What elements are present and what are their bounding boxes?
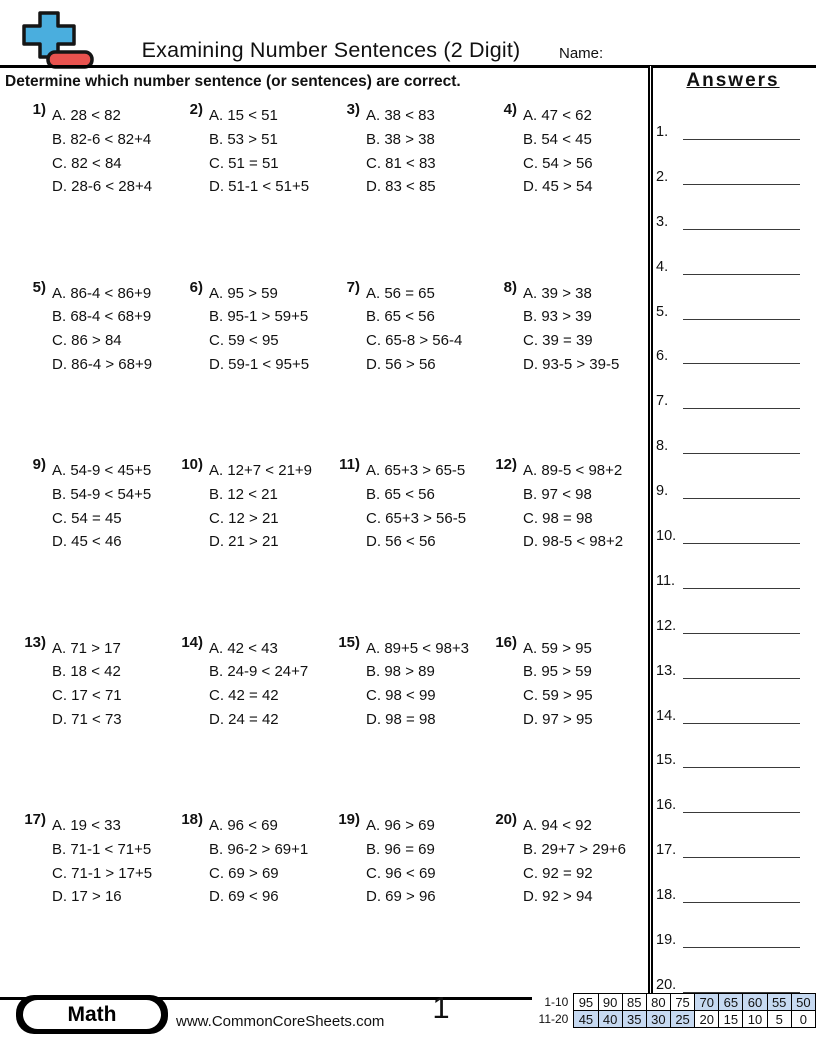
subject-badge [16, 995, 168, 1034]
score-range-label: 1-10 [544, 995, 569, 1009]
option: B. 71-1 < 71+5 [52, 840, 152, 858]
option: B. 65 < 56 [366, 485, 435, 503]
answer-item-19 [656, 929, 810, 948]
answers-panel [656, 70, 810, 1019]
option-list [52, 637, 122, 732]
answer-number: 11. [656, 572, 676, 589]
option: B. 95-1 > 59+5 [209, 308, 309, 326]
score-cell: 60 [743, 994, 767, 1011]
problem-13 [20, 633, 177, 815]
answer-list [656, 92, 810, 993]
answer-item-13 [656, 660, 810, 679]
problem-number: 11) [339, 456, 360, 473]
score-cell: 80 [646, 994, 670, 1011]
answer-number: 9. [656, 483, 669, 500]
option-list [209, 459, 312, 554]
score-cell: 0 [791, 1011, 815, 1028]
option: D. 21 > 21 [209, 533, 279, 551]
answers-title: Answers [686, 70, 780, 91]
answer-number: 1. [656, 124, 669, 140]
option: A. 89+5 < 98+3 [366, 639, 470, 657]
problem-2 [177, 101, 334, 282]
answer-item-8 [656, 435, 810, 454]
score-cell: 40 [598, 1011, 622, 1028]
problem-16 [491, 633, 648, 815]
option: B. 54 < 45 [523, 130, 592, 148]
option-list [209, 637, 308, 732]
option: D. 45 < 46 [52, 533, 122, 551]
answer-number: 3. [656, 213, 669, 230]
option: D. 92 > 94 [523, 888, 593, 906]
option: D. 71 < 73 [52, 710, 122, 728]
answer-item-12 [656, 615, 810, 634]
answer-item-15 [656, 749, 810, 768]
problem-12 [491, 456, 648, 637]
option: D. 56 < 56 [366, 533, 436, 551]
option: A. 59 > 95 [523, 639, 592, 657]
option-list [52, 104, 152, 199]
option: C. 98 < 99 [366, 687, 436, 705]
problem-number: 20) [495, 811, 517, 828]
answer-blank[interactable] [683, 885, 800, 903]
option: A. 12+7 < 21+9 [209, 462, 313, 479]
score-cell: 25 [670, 1011, 694, 1028]
problem-number: 3) [346, 101, 360, 118]
answer-blank[interactable] [683, 571, 800, 589]
answer-blank[interactable] [683, 526, 800, 544]
problem-6 [177, 278, 334, 460]
option: C. 81 < 83 [366, 154, 436, 172]
problem-18 [177, 811, 334, 992]
option-list [523, 459, 623, 554]
option: B. 29+7 > 29+6 [523, 840, 627, 858]
option: D. 98-5 < 98+2 [523, 533, 624, 551]
answer-blank[interactable] [683, 795, 800, 813]
score-cell: 50 [791, 994, 815, 1011]
option: D. 97 > 95 [523, 710, 593, 728]
option: C. 42 = 42 [209, 687, 279, 705]
option: B. 82-6 < 82+4 [52, 130, 152, 148]
option: D. 17 > 16 [52, 888, 122, 906]
answer-number: 15. [656, 752, 677, 769]
option: C. 12 > 21 [209, 509, 279, 527]
score-range-label: 11-20 [538, 1012, 569, 1026]
problem-number: 6) [189, 278, 203, 296]
problem-number: 12) [495, 456, 517, 473]
answer-item-4 [656, 256, 810, 275]
name-label: Name: [559, 45, 604, 62]
problem-number: 16) [495, 633, 517, 651]
score-cell: 55 [767, 994, 791, 1011]
option: A. 15 < 51 [209, 107, 278, 124]
score-cell: 15 [719, 1011, 743, 1028]
score-cell: 90 [598, 994, 622, 1011]
answer-blank[interactable] [683, 661, 800, 679]
score-cell: 30 [646, 1011, 670, 1028]
option: A. 39 > 38 [523, 284, 592, 302]
score-cell: 20 [695, 1011, 719, 1028]
problems-grid [20, 101, 648, 992]
problem-number: 15) [338, 633, 360, 651]
answer-item-6 [656, 345, 810, 364]
page-number: 1 [432, 990, 450, 1025]
option: A. 95 > 59 [209, 284, 278, 302]
header-divider [0, 65, 816, 68]
option: B. 95 > 59 [523, 663, 592, 681]
website-url: www.CommonCoreSheets.com [176, 1013, 385, 1030]
answer-item-16 [656, 794, 810, 813]
answer-item-14 [656, 705, 810, 724]
score-cell: 45 [574, 1011, 598, 1028]
answer-number: 17. [656, 842, 677, 859]
answer-blank[interactable] [683, 750, 800, 768]
option: C. 96 < 69 [366, 864, 436, 882]
option: D. 83 < 85 [366, 178, 436, 196]
score-cell: 70 [695, 994, 719, 1011]
answer-blank[interactable] [683, 167, 800, 185]
score-cell: 10 [743, 1011, 767, 1028]
answer-blank[interactable] [683, 257, 800, 275]
answer-number: 5. [656, 303, 669, 320]
option-list [366, 637, 469, 732]
problem-15 [334, 633, 491, 815]
option-list [52, 282, 152, 377]
answer-item-2 [656, 166, 810, 185]
option-list [209, 282, 309, 377]
option: A. 19 < 33 [52, 817, 121, 834]
answer-number: 14. [656, 707, 677, 724]
option: B. 93 > 39 [523, 308, 592, 326]
option: A. 38 < 83 [366, 107, 435, 124]
problem-8 [491, 278, 648, 460]
option: B. 12 < 21 [209, 485, 278, 503]
option: A. 86-4 < 86+9 [52, 284, 152, 302]
option: A. 56 = 65 [366, 284, 435, 302]
problem-number: 17) [24, 811, 46, 828]
option: C. 82 < 84 [52, 154, 122, 172]
option-list [366, 104, 436, 199]
problem-11 [334, 456, 491, 637]
option: A. 47 < 62 [523, 107, 592, 124]
answer-number: 18. [656, 887, 677, 904]
score-cell: 95 [574, 994, 598, 1011]
option: D. 69 < 96 [209, 888, 279, 906]
option: B. 54-9 < 54+5 [52, 485, 152, 503]
answer-blank[interactable] [683, 930, 800, 948]
option: B. 96 = 69 [366, 840, 435, 858]
option: D. 28-6 < 28+4 [52, 178, 153, 196]
option: C. 65-8 > 56-4 [366, 332, 463, 350]
answer-number: 2. [656, 168, 669, 185]
score-cell: 35 [622, 1011, 646, 1028]
answer-item-17 [656, 839, 810, 858]
option: D. 56 > 56 [366, 355, 436, 373]
answer-blank[interactable] [683, 212, 800, 230]
problem-number: 8) [503, 278, 517, 296]
problem-number: 4) [503, 101, 517, 118]
answer-number: 16. [656, 797, 677, 814]
score-cell: 5 [767, 1011, 791, 1028]
answer-number: 10. [656, 528, 677, 545]
problem-9 [20, 456, 177, 637]
answer-item-18 [656, 884, 810, 903]
answer-item-5 [656, 301, 810, 320]
option-list [209, 814, 308, 909]
page-title: Examining Number Sentences (2 Digit) [141, 38, 521, 62]
option: A. 94 < 92 [523, 817, 592, 834]
answer-blank[interactable] [683, 391, 800, 409]
answer-blank[interactable] [683, 302, 800, 320]
problem-number: 18) [181, 811, 203, 828]
answer-item-7 [656, 390, 810, 409]
subject-badge-label: Math [23, 1000, 161, 1029]
problem-number: 1) [32, 101, 46, 118]
option: C. 17 < 71 [52, 687, 122, 705]
option: B. 65 < 56 [366, 308, 435, 326]
problem-17 [20, 811, 177, 992]
option: B. 98 > 89 [366, 663, 435, 681]
option: B. 97 < 98 [523, 485, 592, 503]
option: D. 24 = 42 [209, 710, 279, 728]
answer-item-20 [656, 974, 810, 993]
option: C. 86 > 84 [52, 332, 122, 350]
score-cell: 85 [622, 994, 646, 1011]
option: C. 54 > 56 [523, 154, 593, 172]
problem-number: 9) [32, 456, 46, 473]
answer-item-10 [656, 525, 810, 544]
option-list [523, 814, 626, 909]
option-list [52, 459, 151, 554]
problem-14 [177, 633, 334, 815]
problem-1 [20, 101, 177, 282]
option: A. 65+3 > 65-5 [366, 462, 466, 479]
option: D. 51-1 < 51+5 [209, 178, 310, 196]
score-table [534, 993, 816, 1028]
option-list [366, 814, 436, 909]
answer-blank[interactable] [683, 706, 800, 724]
problem-number: 10) [181, 456, 203, 473]
option: C. 98 = 98 [523, 509, 593, 527]
option-list [366, 282, 462, 377]
option-list [523, 104, 593, 199]
option-list [523, 282, 619, 377]
answer-blank[interactable] [683, 346, 800, 364]
problem-number: 5) [32, 278, 46, 296]
answer-item-3 [656, 211, 810, 230]
problem-20 [491, 811, 648, 992]
answer-blank[interactable] [683, 840, 800, 858]
answer-number: 4. [656, 258, 669, 275]
answer-blank[interactable] [683, 481, 800, 499]
answer-number: 20. [656, 976, 677, 993]
option: C. 54 = 45 [52, 509, 122, 527]
option: C. 69 > 69 [209, 864, 279, 882]
option: C. 71-1 > 17+5 [52, 864, 153, 882]
option: B. 96-2 > 69+1 [209, 840, 309, 858]
option: A. 28 < 82 [52, 107, 121, 124]
option: D. 93-5 > 39-5 [523, 355, 620, 373]
answer-number: 19. [656, 932, 677, 949]
option: B. 18 < 42 [52, 663, 121, 681]
option: B. 53 > 51 [209, 130, 278, 148]
answer-blank[interactable] [683, 975, 800, 993]
option: A. 96 < 69 [209, 817, 278, 834]
option: B. 68-4 < 68+9 [52, 308, 152, 326]
answer-item-11 [656, 570, 810, 589]
option: A. 54-9 < 45+5 [52, 462, 152, 479]
option: D. 59-1 < 95+5 [209, 355, 310, 373]
option-list [523, 637, 593, 732]
answer-number: 13. [656, 662, 677, 679]
answer-number: 7. [656, 393, 669, 410]
answer-item-1 [656, 121, 810, 140]
answer-number: 8. [656, 438, 669, 455]
option-list [366, 459, 466, 554]
problem-number: 7) [346, 278, 360, 296]
option: B. 38 > 38 [366, 130, 435, 148]
problem-number: 2) [189, 101, 203, 118]
option: B. 24-9 < 24+7 [209, 663, 309, 681]
option: C. 65+3 > 56-5 [366, 509, 467, 527]
option: C. 39 = 39 [523, 332, 593, 350]
option: C. 59 < 95 [209, 332, 279, 350]
problem-10 [177, 456, 334, 637]
option: C. 59 > 95 [523, 687, 593, 705]
answers-divider [648, 66, 653, 994]
problem-4 [491, 101, 648, 282]
option: A. 96 > 69 [366, 817, 435, 834]
option-list [209, 104, 309, 199]
option: C. 92 = 92 [523, 864, 593, 882]
option: D. 98 = 98 [366, 710, 436, 728]
answer-blank[interactable] [683, 616, 800, 634]
option: D. 86-4 > 68+9 [52, 355, 153, 373]
score-cell: 65 [719, 994, 743, 1011]
instruction-text: Determine which number sentence (or sentences) are correct. [5, 73, 461, 90]
answer-item-9 [656, 480, 810, 499]
score-cell: 75 [670, 994, 694, 1011]
option: C. 51 = 51 [209, 154, 279, 172]
problem-number: 19) [338, 811, 360, 828]
option: A. 42 < 43 [209, 639, 278, 657]
option: A. 89-5 < 98+2 [523, 462, 623, 479]
option: D. 45 > 54 [523, 178, 593, 196]
answer-blank[interactable] [683, 436, 800, 454]
problem-3 [334, 101, 491, 282]
option: D. 69 > 96 [366, 888, 436, 906]
problem-number: 14) [181, 633, 203, 651]
problem-7 [334, 278, 491, 460]
answer-blank[interactable] [683, 122, 800, 140]
answer-number: 12. [656, 617, 677, 634]
problem-number: 13) [24, 633, 46, 651]
option: A. 71 > 17 [52, 639, 121, 657]
problem-5 [20, 278, 177, 460]
problem-19 [334, 811, 491, 992]
answer-number: 6. [656, 348, 669, 365]
option-list [52, 814, 152, 909]
